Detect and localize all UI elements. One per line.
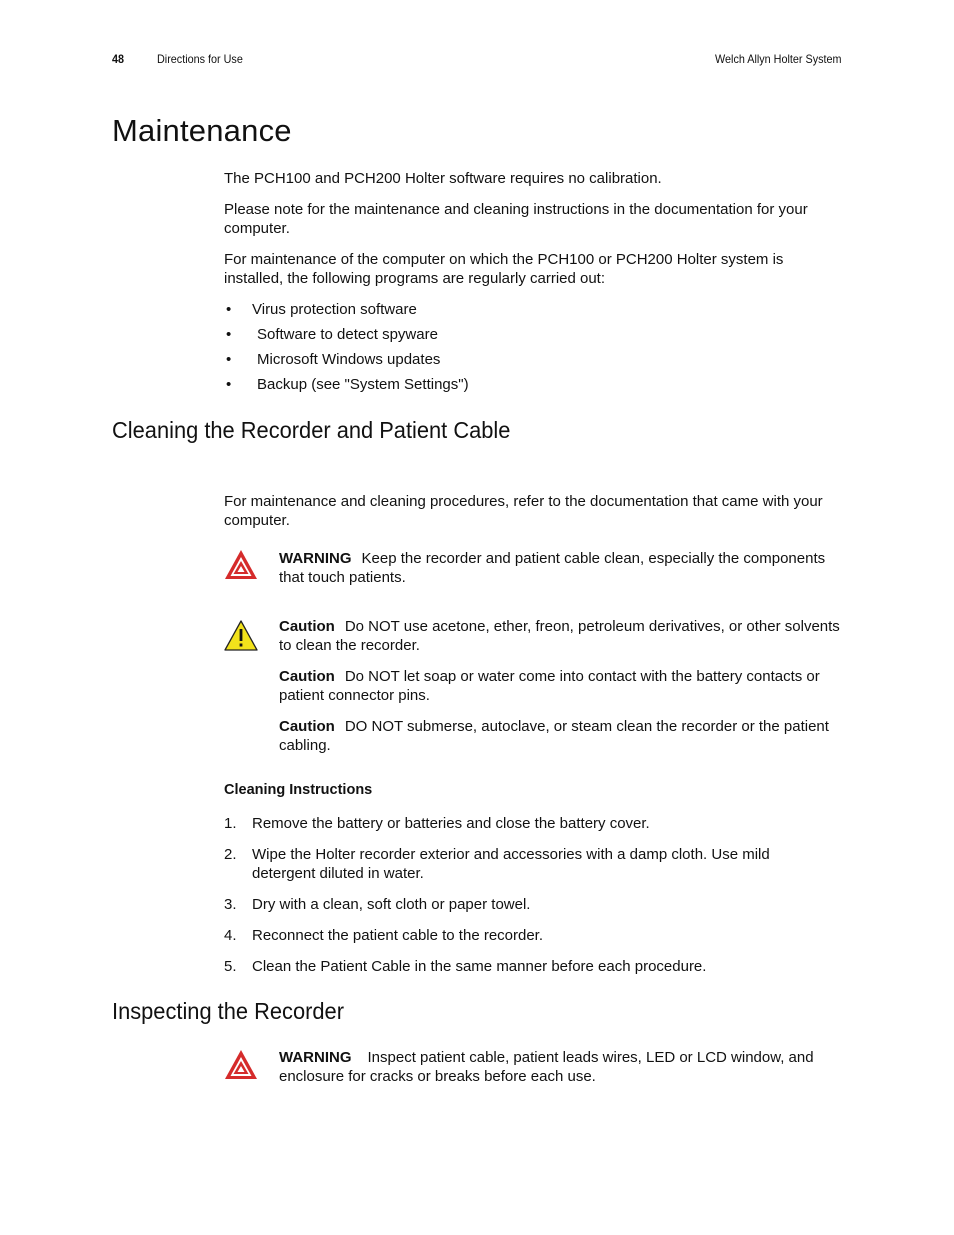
step-number: 5. [224, 958, 237, 975]
inspecting-heading: Inspecting the Recorder [112, 998, 344, 1024]
list-item-text: Backup (see "System Settings") [257, 376, 469, 393]
caution-label: Caution [279, 718, 335, 735]
list-item-text: Microsoft Windows updates [257, 351, 441, 368]
cleaning-intro: For maintenance and cleaning procedures, refer to the documentation that came with your computer. [224, 493, 823, 529]
cleaning-instructions-heading: Cleaning Instructions [224, 782, 373, 798]
caution-text: Do NOT use acetone, ether, freon, petroleum derivatives, or other solvents to clean the recorder. [279, 618, 840, 654]
step-number: 2. [224, 846, 237, 863]
page-number: 48 [112, 52, 125, 66]
programs-paragraph: For maintenance of the computer on which the PCH100 or PCH200 Holter system is installed, the following programs are regularly carried out: [224, 251, 784, 287]
list-item-text: Virus protection software [252, 301, 417, 318]
warning-label: WARNING [279, 1049, 352, 1066]
step-text: Dry with a clean, soft cloth or paper towel. [252, 896, 531, 913]
list-item [224, 845, 840, 883]
caution-note [279, 617, 841, 655]
step-text: Reconnect the patient cable to the recorder. [252, 927, 544, 944]
caution-text: Do NOT let soap or water come into contact with the battery contacts or patient connector pins. [279, 668, 820, 704]
documentation-paragraph: Please note for the maintenance and cleaning instructions in the documentation for your computer. [224, 201, 808, 237]
step-text: Clean the Patient Cable in the same manner before each procedure. [252, 958, 707, 975]
list-item [224, 814, 840, 833]
warning-note [279, 1048, 841, 1086]
caution-text: DO NOT submerse, autoclave, or steam clean the recorder or the patient cabling. [279, 718, 829, 754]
step-number: 4. [224, 927, 237, 944]
step-text: Remove the battery or batteries and close the battery cover. [252, 815, 650, 832]
calibration-paragraph: The PCH100 and PCH200 Holter software requires no calibration. [224, 170, 662, 187]
list-item [224, 926, 840, 945]
bullet: • [226, 351, 232, 368]
caution-label: Caution [279, 618, 335, 635]
warning-label: WARNING [279, 550, 352, 567]
bullet: • [226, 376, 232, 393]
document-title: Directions for Use [157, 52, 243, 66]
maintenance-heading: Maintenance [112, 113, 292, 148]
warning-note [279, 549, 841, 587]
list-item [224, 957, 840, 976]
list-item-text: Software to detect spyware [257, 326, 438, 343]
step-number: 1. [224, 815, 237, 832]
hazard-warning-icon [223, 1048, 259, 1082]
step-text: Wipe the Holter recorder exterior and accessories with a damp cloth. Use mild detergent diluted in water. [252, 846, 770, 882]
list-item [224, 895, 840, 914]
warning-text: Inspect patient cable, patient leads wires, LED or LCD window, and enclosure for cracks or breaks before each use. [279, 1049, 814, 1085]
system-name: Welch Allyn Holter System [714, 52, 841, 66]
hazard-warning-icon [223, 548, 259, 582]
caution-exclamation-icon [223, 619, 259, 653]
cleaning-heading: Cleaning the Recorder and Patient Cable [112, 417, 511, 443]
step-number: 3. [224, 896, 237, 913]
warning-text: Keep the recorder and patient cable clean, especially the components that touch patients. [279, 550, 826, 586]
caution-note [279, 717, 841, 755]
bullet: • [226, 326, 232, 343]
caution-note [279, 667, 841, 705]
caution-label: Caution [279, 668, 335, 685]
bullet: • [226, 301, 232, 318]
